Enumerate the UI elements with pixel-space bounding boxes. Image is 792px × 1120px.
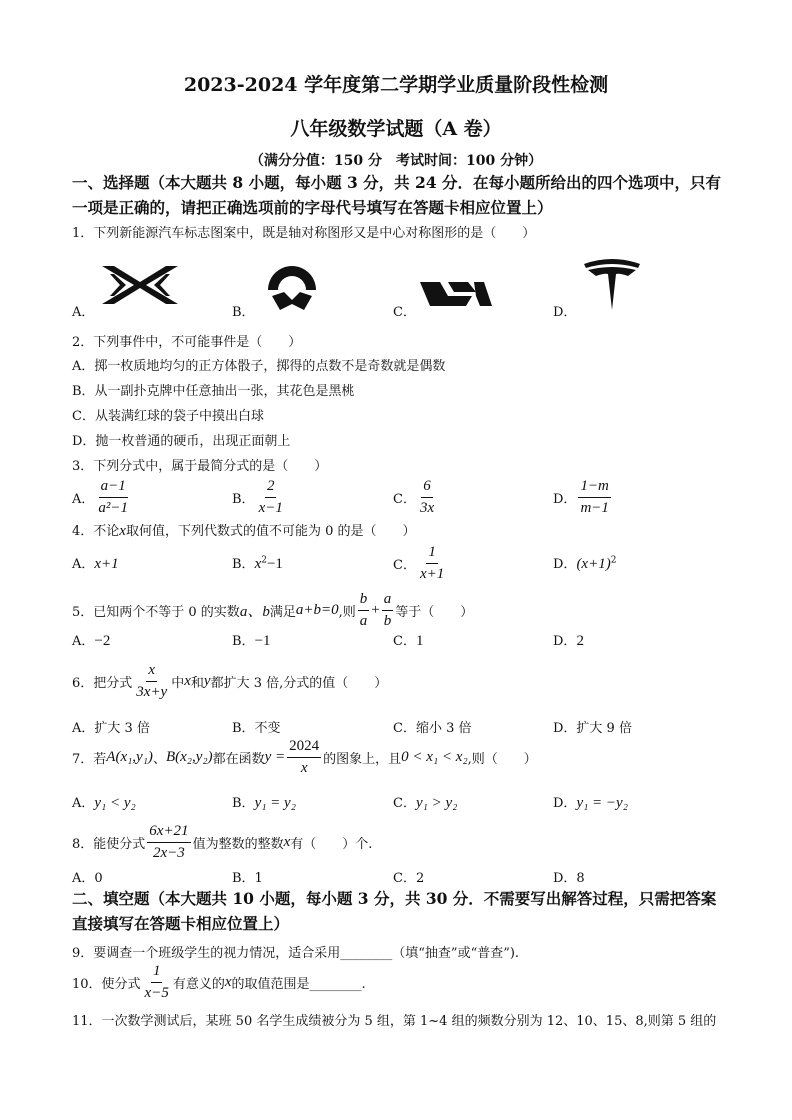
q8-stem: 8．能使分式 $\frac{6x+21}{2x-3}$ 值为整数的整数x有（ ）个. [72,823,373,861]
q1-stem: 1．下列新能源汽车标志图案中，既是轴对称图形又是中心对称图形的是（ ） [72,226,536,241]
exam-title: 2023-2024 学年度第二学期学业质量阶段性检测 [183,74,609,96]
q8-option-d: D．8 [553,871,585,886]
nio-logo [262,256,322,314]
q1-option-b-label: B． [232,305,255,320]
q7-option-d: D．y₁ = −y₂ [553,795,628,811]
q6-option-b: B．不变 [232,721,281,736]
q4-option-b: B．$x^2-1$ [232,555,283,572]
q9-text: 9．要调查一个班级学生的视力情况，适合采用________（填“抽查”或“普查”). [72,946,520,961]
q6-option-d: D．扩大 9 倍 [553,721,632,736]
q5-stem: 5．已知两个不等于 0 的实数a、b满足a+b=0,则 $\frac{b}{a}$ + $\frac{a}{b}$ 等于（ ） [72,591,474,629]
q5-option-b: B．−1 [232,633,271,649]
q5-option-a: A．−2 [72,633,111,649]
q3-option-a: A． $\frac{a-1}{\text{a²−1}}$ [72,478,129,516]
q8-option-a: A．0 [72,871,103,886]
exam-subtitle: 八年级数学试题（A 卷） [290,118,502,140]
lixiang-logo [418,278,494,308]
q8-option-c: C．2 [393,871,425,886]
q3-stem: 3．下列分式中，属于最简分式的是（ ） [72,459,328,474]
q7-option-b: B．y₁ = y₂ [232,795,296,811]
q11-text: 11．一次数学测试后，某班 50 名学生成绩被分为 5 组，第 1~4 组的频数分别为 12、10、15、8,则第 5 组的 [72,1014,717,1029]
q4-option-d: D．$(x+1)^2$ [553,555,617,572]
q6-option-a: A．扩大 3 倍 [72,721,150,736]
q6-option-c: C．缩小 3 倍 [393,721,472,736]
xpeng-logo [100,262,180,308]
q5-option-c: C．1 [393,633,424,649]
q2-stem: 2．下列事件中，不可能事件是（ ） [72,335,302,350]
q1-option-a-label: A． [72,305,95,320]
q4-option-a: A．x+1 [72,556,119,572]
q5-option-d: D．2 [553,633,584,649]
q1-option-d-label: D． [553,305,577,320]
tesla-logo [580,256,644,312]
q7-stem: 7．若A(x₁,y₁)、B(x₂,y₂)都在函数y = $\frac{2024}{x}$ 的图象上，且0 < x₁ < x₂,则（ ） [72,738,537,776]
q7-option-a: A．y₁ < y₂ [72,795,136,811]
q8-option-b: B．1 [232,871,263,886]
q7-option-c: C．y₁ > y₂ [393,795,458,811]
section2-heading-line1: 二、填空题（本大题共 10 小题，每小题 3 分，共 30 分．不需要写出解答过程，只需把答案 [72,889,717,908]
q4-option-c: C． $\frac{1}{x+1}$ [393,544,445,582]
exam-meta: （满分分值：150 分 考试时间：100 分钟） [249,153,543,169]
q6-stem: 6．把分式 $\frac{x}{3x+y}$ 中x和y都扩大 3 倍,分式的值（ ） [72,662,388,700]
section1-heading-line1: 一、选择题（本大题共 8 小题，每小题 3 分，共 24 分．在每小题所给出的四个选项中，只有 [72,173,722,192]
section2-heading-line2: 直接填写在答题卡相应位置上） [72,914,290,933]
q10-stem: 10．使分式 $\frac{1}{x-5}$ 有意义的x的取值范围是________. [72,963,366,1001]
q2-option-c: C．从装满红球的袋子中摸出白球 [72,409,264,424]
q2-option-d: D．抛一枚普通的硬币，出现正面朝上 [72,434,291,449]
section1-heading-line2: 一项是正确的，请把正确选项前的字母代号填写在答题卡相应位置上） [72,198,553,217]
q3-option-c: C． $\frac{6}{3x}$ [393,478,435,516]
q2-option-b: B．从一副扑克牌中任意抽出一张，其花色是黑桃 [72,384,355,399]
q4-stem: 4．不论x取何值，下列代数式的值不可能为 0 的是（ ） [72,523,416,539]
q2-option-a: A．掷一枚质地均匀的正方体骰子，掷得的点数不是奇数就是偶数 [72,359,446,374]
q1-option-c-label: C． [393,305,416,320]
q3-option-d: D． $\frac{1-m}{m-1}$ [553,478,609,516]
q3-option-b: B． $\frac{2}{x-1}$ [232,478,283,516]
